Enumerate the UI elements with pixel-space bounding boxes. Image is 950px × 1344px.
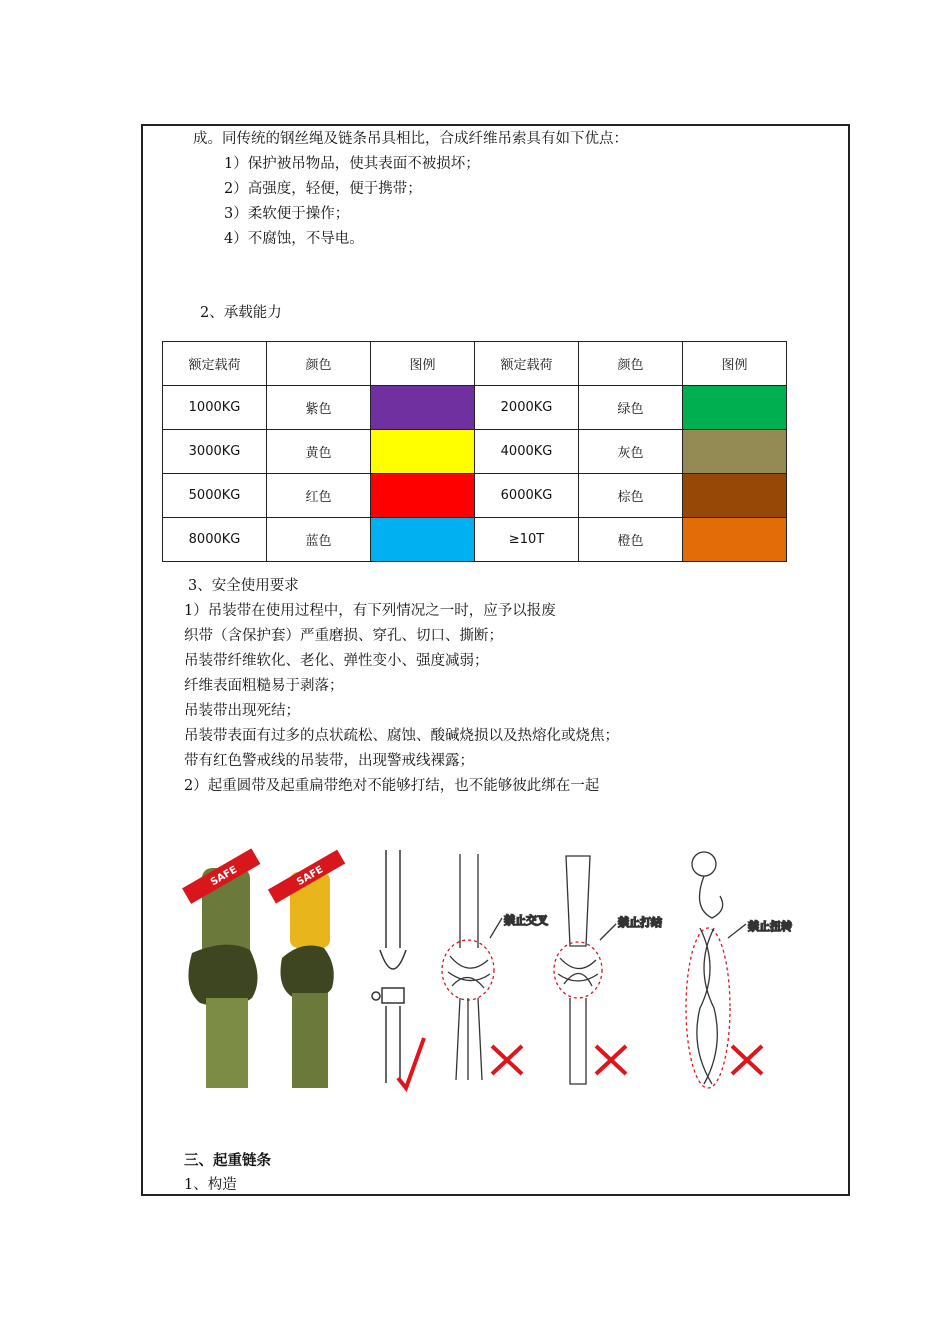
color-cell: 橙色 xyxy=(579,518,683,562)
intro-line: 成。同传统的钢丝绳及链条吊具相比，合成纤维吊索具有如下优点： xyxy=(193,131,628,147)
color-swatch xyxy=(683,430,786,473)
safety-line: 吊装带表面有过多的点状疏松、腐蚀、酸碱烧损以及热熔化或烧焦； xyxy=(184,728,619,744)
swatch-cell xyxy=(683,430,787,474)
load-cell: 6000KG xyxy=(475,474,579,518)
tag-label: SAFE xyxy=(295,864,326,889)
color-swatch xyxy=(371,518,474,561)
color-swatch xyxy=(683,518,786,561)
header-color-b: 颜色 xyxy=(579,342,683,386)
header-legend-a: 图例 xyxy=(371,342,475,386)
load-cell: 2000KG xyxy=(475,386,579,430)
color-cell: 棕色 xyxy=(579,474,683,518)
header-load-b: 额定载荷 xyxy=(475,342,579,386)
swatch-cell xyxy=(683,474,787,518)
swatch-cell xyxy=(371,430,475,474)
color-cell: 蓝色 xyxy=(267,518,371,562)
advantage-3: 3）柔软便于操作； xyxy=(224,206,350,222)
load-capacity-table xyxy=(162,341,787,562)
table-row xyxy=(163,386,787,430)
advantage-2: 2）高强度，轻便，便于携带； xyxy=(224,181,422,197)
no-twist-drawing xyxy=(686,852,792,1088)
load-cell: ≥10T xyxy=(475,518,579,562)
cross-icon xyxy=(596,1046,626,1074)
swatch-cell xyxy=(683,518,787,562)
color-swatch xyxy=(683,386,786,429)
color-swatch xyxy=(371,430,474,473)
sling-usage-figure xyxy=(172,838,804,1092)
swatch-cell xyxy=(683,386,787,430)
tag-label: SAFE xyxy=(208,864,240,889)
advantage-4: 4）不腐蚀，不导电。 xyxy=(224,231,364,247)
swatch-cell xyxy=(371,518,475,562)
table-row xyxy=(163,474,787,518)
no-knot-drawing xyxy=(554,856,662,1084)
color-swatch xyxy=(371,474,474,517)
load-cell: 8000KG xyxy=(163,518,267,562)
chain-subheading: 1、构造 xyxy=(184,1177,237,1193)
check-icon xyxy=(398,1038,424,1088)
header-load-a: 额定载荷 xyxy=(163,342,267,386)
cross-icon xyxy=(732,1046,762,1074)
color-cell: 黄色 xyxy=(267,430,371,474)
color-cell: 紫色 xyxy=(267,386,371,430)
table-row xyxy=(163,518,787,562)
header-legend-b: 图例 xyxy=(683,342,787,386)
safety-line: 织带（含保护套）严重磨损、穿孔、切口、撕断； xyxy=(184,628,503,644)
no-twist-label: 禁止扭转 xyxy=(748,920,792,933)
color-cell: 绿色 xyxy=(579,386,683,430)
safety-heading: 3、安全使用要求 xyxy=(188,578,299,594)
no-cross-drawing xyxy=(442,854,548,1080)
color-cell: 红色 xyxy=(267,474,371,518)
header-color-a: 颜色 xyxy=(267,342,371,386)
cross-icon xyxy=(492,1046,522,1074)
load-cell: 3000KG xyxy=(163,430,267,474)
safety-line: 吊装带出现死结； xyxy=(184,703,300,719)
load-heading: 2、承载能力 xyxy=(200,305,282,321)
yellow-sling-photo xyxy=(268,850,345,1088)
load-cell: 1000KG xyxy=(163,386,267,430)
green-sling-photo xyxy=(182,848,260,1088)
no-cross-label: 禁止交叉 xyxy=(504,914,548,927)
chain-heading: 三、起重链条 xyxy=(184,1152,271,1169)
safety-line: 2）起重圆带及起重扁带绝对不能够打结，也不能够彼此绑在一起 xyxy=(184,778,600,794)
swatch-cell xyxy=(371,386,475,430)
color-swatch xyxy=(683,474,786,517)
swatch-cell xyxy=(371,474,475,518)
safety-line: 带有红色警戒线的吊装带，出现警戒线裸露； xyxy=(184,753,474,769)
color-cell: 灰色 xyxy=(579,430,683,474)
table-header-row xyxy=(163,342,787,386)
sling-usage-illustration xyxy=(172,838,804,1092)
safety-line: 1）吊装带在使用过程中，有下列情况之一时，应予以报废 xyxy=(184,603,556,619)
safety-line: 吊装带纤维软化、老化、弹性变小、强度减弱； xyxy=(184,653,489,669)
advantage-1: 1）保护被吊物品，使其表面不被损坏； xyxy=(224,156,480,172)
correct-use-drawing xyxy=(372,850,424,1088)
safety-line: 纤维表面粗糙易于剥落； xyxy=(184,678,344,694)
load-cell: 5000KG xyxy=(163,474,267,518)
load-cell: 4000KG xyxy=(475,430,579,474)
table-row xyxy=(163,430,787,474)
color-swatch xyxy=(371,386,474,429)
no-knot-label: 禁止打结 xyxy=(618,916,662,929)
